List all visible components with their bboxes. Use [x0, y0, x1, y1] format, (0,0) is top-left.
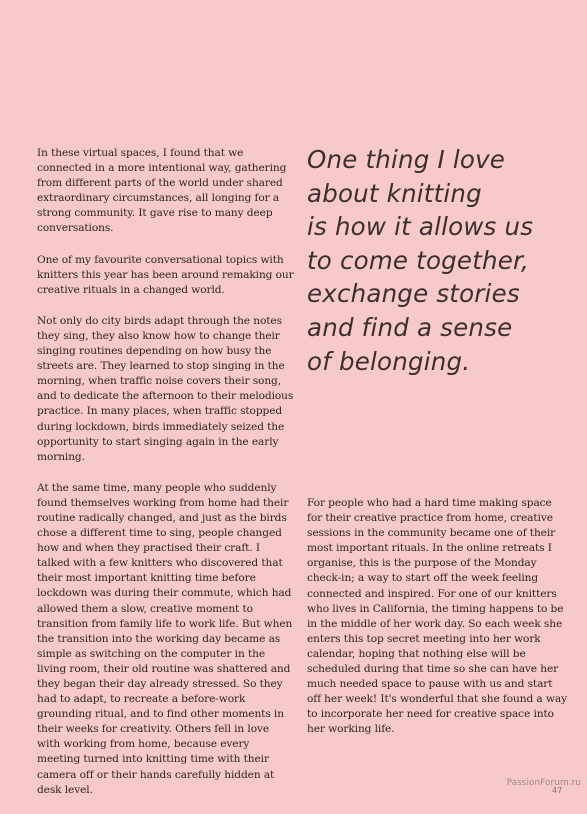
pull-quote-line: about knitting — [307, 178, 482, 208]
paragraph: For people who had a hard time making space for their creative practice from home, creative sessions in the community became one of their most important rituals. In the online retreats I organise, this is the purpose of the Monday check-in; a way to start off the week feeling connected and inspired. For one of our knitters who lives in California, the timing happens to be in the middle of her work day. So each week she enters this top secret meeting into her work calendar, hoping that nothing else will be scheduled during that time so she can have her much needed space to pause with us and start off her week! It's wonderful that she found a way to incorporate her need for creative space into her working life. — [307, 497, 567, 736]
paragraph: In these virtual spaces, I found that we connected in a more intentional way, gathering from different parts of the world under shared extraordinary circumstances, all longing for a strong community. It gave rise to many deep conversations. — [37, 147, 287, 235]
pull-quote-line: is how it allows us — [307, 212, 534, 242]
left-column — [37, 146, 295, 814]
pull-quote-line: One thing I love — [307, 145, 506, 174]
pull-quote-line: of belonging. — [307, 346, 471, 376]
paragraph: One of my favourite conversational topics with knitters this year has been around remaking our creative rituals in a changed world. — [37, 253, 294, 296]
pull-quote-line: and find a sense — [307, 312, 513, 342]
page-number: 47 — [552, 786, 563, 795]
pull-quote — [307, 143, 582, 378]
paragraph: Not only do city birds adapt through the notes they sing, they also know how to change their singing routines depending on how busy the streets are. They learned to stop singing in the morning, when traffic noise covers their song, and to dedicate the afternoon to their melodious practice. In many places, when traffic stopped during lockdown, birds immediately seized the opportunity to start singing again in the early morning. — [37, 314, 294, 463]
right-column — [307, 496, 569, 738]
pull-quote-line: exchange stories — [307, 279, 520, 309]
watermark: PassionForum.ru — [506, 778, 581, 788]
paragraph: At the same time, many people who suddenly found themselves working from home had their routine radically changed, and just as the birds chose a different time to sing, people changed how and when they practised their craft. I talked with a few knitters who discovered that their most important knitting time before lockdown was during their commute, which had allowed them a slow, creative moment to transition from family life to work life. But when the transition into the working day became as simple as switching on the computer in the living room, their old routine was shattered and they began their day already stressed. So they had to adapt, to recreate a before-work grounding ritual, and to find other moments in their weeks for creativity. Others fell in love with working from home, because every meeting turned into knitting time with their camera off or their hands carefully hidden at desk level. — [37, 481, 293, 796]
pull-quote-line: to come together, — [307, 245, 530, 275]
